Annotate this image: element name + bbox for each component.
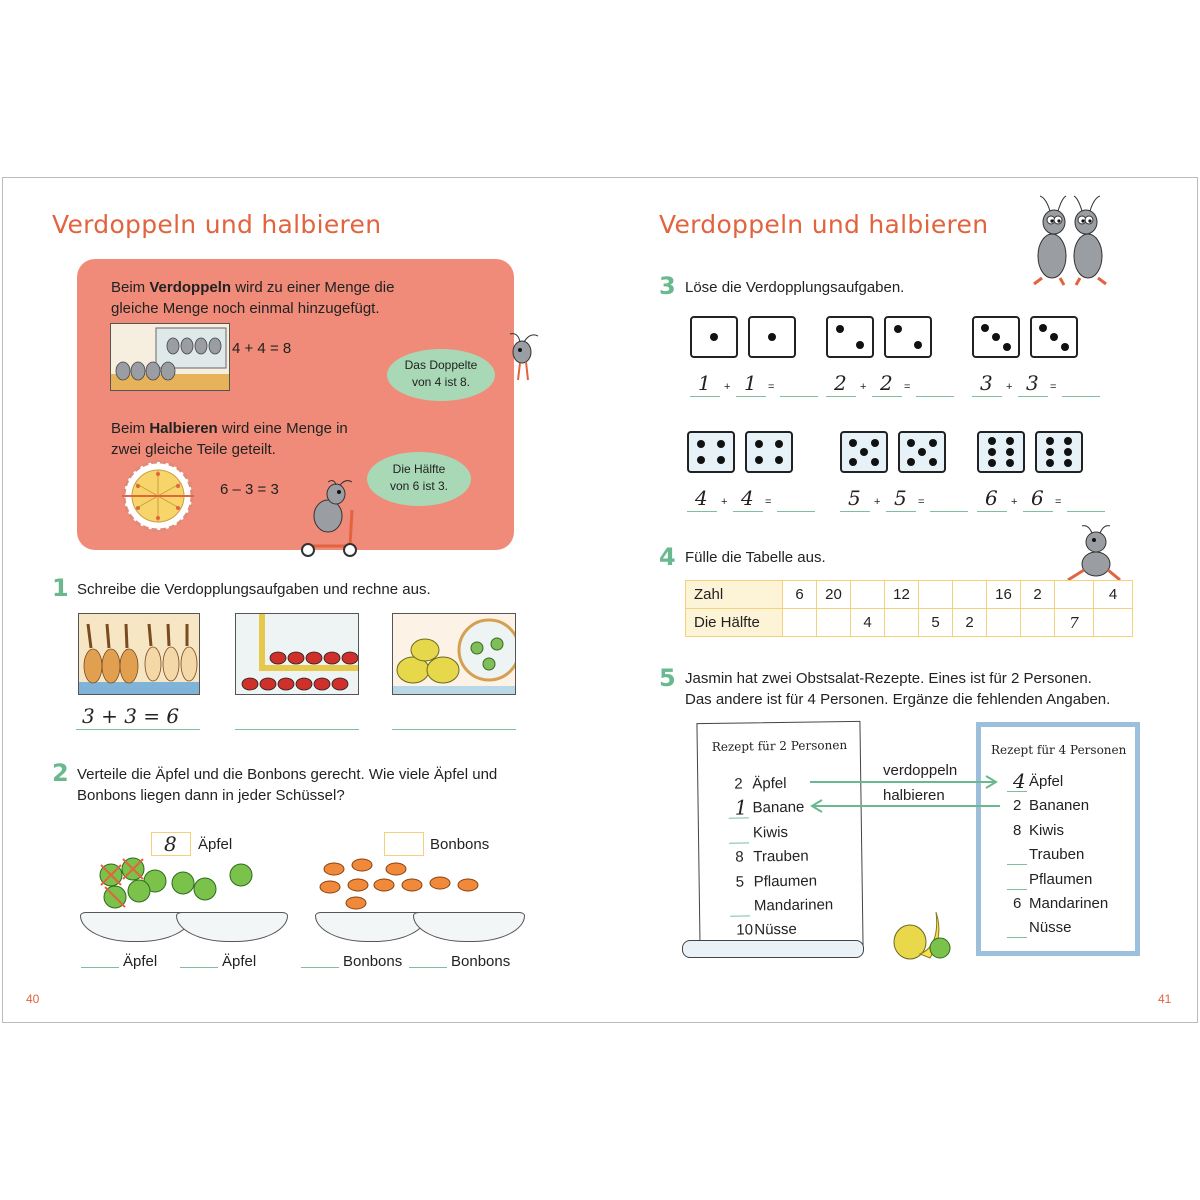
task-3-summand-line: [690, 396, 720, 397]
die-pip: [755, 456, 763, 464]
recipe-item: Trauben: [1029, 846, 1085, 864]
right-page-number: 41: [1158, 992, 1172, 1006]
die-pip: [1061, 343, 1069, 351]
die-pip: [981, 324, 989, 332]
recipe-quantity-line[interactable]: [729, 842, 749, 843]
die-pip: [836, 325, 844, 333]
apples-label: Äpfel: [198, 836, 233, 853]
task-3-summand-a: 5: [848, 486, 861, 510]
right-page-title: Verdoppeln und halbieren: [659, 210, 989, 239]
die-2-1: [826, 316, 874, 358]
die-4-2: [745, 431, 793, 473]
table-cell-half: 4: [851, 609, 885, 637]
recipe-quantity-line[interactable]: [1007, 791, 1027, 792]
halving-table: [685, 580, 1133, 637]
table-row-number: [686, 581, 1133, 609]
ladybugs-picture: [235, 613, 359, 695]
recipe-quantity: 8: [735, 848, 744, 866]
task-3-summand-line: [977, 511, 1007, 512]
task-3-equals-sign: =: [1050, 381, 1057, 393]
recipe-4-persons: [976, 722, 1140, 956]
recipe-item: Kiwis: [1029, 821, 1065, 839]
table-cell-number: 2: [1021, 581, 1055, 609]
recipe-quantity: 2: [734, 775, 743, 793]
die-pip: [697, 440, 705, 448]
task-3-summand-line: [972, 396, 1002, 397]
task-3-summand-line: [886, 511, 916, 512]
die-pip: [1003, 343, 1011, 351]
recipe-item: Pflaumen: [753, 872, 818, 890]
die-6-1: [977, 431, 1025, 473]
die-pip: [871, 458, 879, 466]
candies-label: Bonbons: [430, 836, 490, 853]
task-3-summand-line: [826, 396, 856, 397]
table-row-half: [686, 609, 1133, 637]
die-pip: [768, 333, 776, 341]
table-cell-half[interactable]: [1094, 609, 1133, 637]
task-3-summand-a: 4: [695, 486, 708, 510]
recipe-quantity: 2: [1013, 797, 1022, 815]
cake-illustration: [122, 460, 194, 532]
die-pip: [1050, 333, 1058, 341]
recipe-item: Äpfel: [1029, 773, 1064, 790]
recipe-quantity-line[interactable]: [1007, 864, 1027, 865]
task-3-number: 3: [659, 272, 676, 300]
die-pip: [988, 437, 996, 445]
recipe-quantity: 5: [735, 873, 745, 891]
row-label-number: Zahl: [686, 581, 783, 609]
table-cell-number: 16: [987, 581, 1021, 609]
apples-illustration: [95, 853, 265, 911]
left-page-title: Verdoppeln und halbieren: [52, 210, 382, 239]
recipe-item: Mandarinen: [1029, 895, 1109, 912]
die-pip: [1064, 437, 1072, 445]
die-pip: [918, 448, 926, 456]
answer-line-1[interactable]: [76, 729, 200, 730]
die-pip: [849, 439, 857, 447]
task-3-summand-line: [1023, 511, 1053, 512]
ladybugs-illustration: [236, 614, 359, 695]
die-pip: [717, 456, 725, 464]
recipe-2-persons: [696, 721, 863, 949]
table-cell-half[interactable]: [783, 609, 817, 637]
task-3-equals-sign: =: [765, 496, 772, 508]
table-cell-half: 7: [1055, 609, 1094, 637]
task-3-summand-a: 2: [834, 371, 847, 395]
die-pip: [697, 456, 705, 464]
task-3-summand-a: 3: [980, 371, 993, 395]
recipe-item: Pflaumen: [1029, 870, 1093, 888]
die-pip: [907, 439, 915, 447]
task-4-instruction: Fülle die Tabelle aus.: [685, 549, 826, 566]
die-pip: [929, 458, 937, 466]
recipe-2-scroll-bottom: [682, 940, 864, 958]
die-pip: [1064, 448, 1072, 456]
table-cell-half: 2: [953, 609, 987, 637]
task-4-number: 4: [659, 543, 676, 571]
task-2-number: 2: [52, 759, 69, 787]
double-equation: 4 + 4 = 8: [232, 340, 292, 357]
recipe-quantity: 4: [1013, 769, 1026, 793]
rabbits-illustration: [79, 614, 200, 695]
speech-bubble-double: Das Doppelte von 4 ist 8.: [387, 349, 495, 401]
recipe-quantity: 8: [1013, 821, 1022, 839]
task-3-equals-sign: =: [768, 381, 775, 393]
task-3-plus-sign: +: [1011, 496, 1018, 508]
die-pip: [988, 448, 996, 456]
task-3-plus-sign: +: [724, 381, 731, 393]
die-pip: [1006, 448, 1014, 456]
task-3-result-line[interactable]: [930, 511, 968, 512]
die-pip: [907, 458, 915, 466]
recipe-item: Bananen: [1029, 797, 1090, 815]
task-3-equals-sign: =: [1055, 496, 1062, 508]
ant-sitting-illustration: [1062, 524, 1124, 586]
die-pip: [860, 448, 868, 456]
apples-answer: 8: [164, 832, 177, 856]
apple-bowl-2-line[interactable]: [180, 967, 218, 968]
table-cell-half[interactable]: [1021, 609, 1055, 637]
die-pip: [856, 341, 864, 349]
die-pip: [1046, 448, 1054, 456]
die-pip: [1039, 324, 1047, 332]
task-2-instruction: Verteile die Äpfel und die Bonbons gerecht. Wie viele Äpfel und Bonbons liegen dann in jeder Schüssel?: [77, 766, 498, 804]
task-3-summand-line: [1018, 396, 1048, 397]
fruit-illustration: [880, 906, 956, 962]
task-3-summand-b: 6: [1031, 486, 1044, 510]
task-3-summand-b: 2: [880, 371, 893, 395]
die-6-2: [1035, 431, 1083, 473]
recipe-item: Äpfel: [752, 774, 787, 793]
two-ants-illustration: [1028, 192, 1112, 288]
table-cell-number[interactable]: [953, 581, 987, 609]
die-pip: [1006, 437, 1014, 445]
rabbits-picture: [78, 613, 200, 695]
candy-bowl-1-line[interactable]: [301, 967, 339, 968]
table-cell-number: 4: [1094, 581, 1133, 609]
task-3-summand-a: 6: [985, 486, 998, 510]
task-3-summand-line: [687, 511, 717, 512]
candies-illustration: [316, 855, 496, 913]
table-cell-number[interactable]: [1055, 581, 1094, 609]
task-3-summand-line: [872, 396, 902, 397]
mice-illustration: [111, 324, 230, 391]
task-3-summand-b: 1: [744, 371, 757, 395]
table-cell-half[interactable]: [817, 609, 851, 637]
task-1-instruction: Schreibe die Verdopplungsaufgaben und rechne aus.: [77, 581, 431, 598]
ant-on-scooter-illustration: [292, 480, 364, 560]
recipe-item: Nüsse: [754, 921, 797, 939]
recipe-item: Trauben: [753, 847, 809, 866]
recipe-item: Nüsse: [1029, 919, 1072, 937]
speech-bubble-half: Die Hälfte von 6 ist 3.: [367, 452, 471, 506]
die-pip: [988, 459, 996, 467]
task-3-summand-b: 3: [1026, 371, 1039, 395]
arrows-illustration: [806, 770, 1002, 818]
apple-bowl-1-label: Äpfel: [123, 953, 158, 970]
task-3-instruction: Löse die Verdopplungsaufgaben.: [685, 279, 905, 296]
die-pip: [1046, 437, 1054, 445]
table-cell-half[interactable]: [885, 609, 919, 637]
die-pip: [717, 440, 725, 448]
task-1-answer-1: 3 + 3 = 6: [82, 704, 180, 728]
task-3-result-line[interactable]: [1062, 396, 1100, 397]
die-pip: [1006, 459, 1014, 467]
die-3-2: [1030, 316, 1078, 358]
die-pip: [775, 456, 783, 464]
half-equation: 6 – 3 = 3: [220, 481, 279, 498]
turtles-picture: [392, 613, 516, 695]
task-1-number: 1: [52, 574, 69, 602]
recipe-item: Mandarinen: [753, 896, 834, 915]
task-3-plus-sign: +: [860, 381, 867, 393]
die-pip: [1046, 459, 1054, 467]
answer-line-2[interactable]: [235, 729, 359, 730]
die-4-1: [687, 431, 735, 473]
die-pip: [1064, 459, 1072, 467]
task-5-number: 5: [659, 664, 676, 692]
arrow-double-label: verdoppeln: [883, 762, 958, 779]
die-pip: [871, 439, 879, 447]
die-1-1: [690, 316, 738, 358]
table-cell-number[interactable]: [919, 581, 953, 609]
row-label-half: Die Hälfte: [686, 609, 783, 637]
recipe-2-title: Rezept für 2 Personen: [711, 738, 848, 754]
die-2-2: [884, 316, 932, 358]
die-pip: [914, 341, 922, 349]
task-3-summand-b: 4: [741, 486, 754, 510]
die-pip: [929, 439, 937, 447]
table-cell-number: 6: [783, 581, 817, 609]
task-3-result-line[interactable]: [780, 396, 818, 397]
table-cell-number: 20: [817, 581, 851, 609]
ant-peeking-illustration: [506, 330, 546, 386]
task-3-plus-sign: +: [1006, 381, 1013, 393]
die-pip: [710, 333, 718, 341]
die-pip: [849, 458, 857, 466]
task-3-result-line[interactable]: [916, 396, 954, 397]
recipe-quantity: 6: [1013, 895, 1022, 912]
left-page-number: 40: [26, 992, 40, 1006]
task-3-summand-b: 5: [894, 486, 907, 510]
table-cell-number: 12: [885, 581, 919, 609]
task-3-plus-sign: +: [721, 496, 728, 508]
task-3-result-line[interactable]: [1067, 511, 1105, 512]
turtles-illustration: [393, 614, 516, 695]
die-5-2: [898, 431, 946, 473]
recipe-quantity: 10: [736, 921, 754, 940]
table-cell-number[interactable]: [851, 581, 885, 609]
recipe-item: Kiwis: [752, 823, 789, 842]
task-3-summand-line: [736, 396, 766, 397]
die-5-1: [840, 431, 888, 473]
die-3-1: [972, 316, 1020, 358]
task-3-equals-sign: =: [918, 496, 925, 508]
task-3-summand-line: [840, 511, 870, 512]
info-double-text: Beim Verdoppeln wird zu einer Menge die gleiche Menge noch einmal hinzugefügt.: [111, 279, 395, 317]
candy-bowl-2-label: Bonbons: [451, 953, 511, 970]
task-3-summand-a: 1: [698, 371, 711, 395]
recipe-item: Banane: [752, 799, 805, 817]
arrow-half-label: halbieren: [883, 787, 945, 804]
task-3-equals-sign: =: [904, 381, 911, 393]
candy-bowl-2-line[interactable]: [409, 967, 447, 968]
recipe-quantity-line[interactable]: [1007, 937, 1027, 938]
die-pip: [775, 440, 783, 448]
mice-picture: [110, 323, 230, 391]
recipe-4-title: Rezept für 4 Personen: [991, 743, 1127, 757]
die-pip: [992, 333, 1000, 341]
die-pip: [894, 325, 902, 333]
answer-line-3[interactable]: [392, 729, 516, 730]
recipe-quantity-line[interactable]: [730, 915, 750, 916]
task-3-plus-sign: +: [874, 496, 881, 508]
table-cell-half[interactable]: [987, 609, 1021, 637]
task-5-instruction: Jasmin hat zwei Obstsalat-Rezepte. Eines ist für 2 Personen. Das andere ist für 4 Personen. Ergänze die fehlenden Angaben.: [685, 670, 1111, 708]
apple-bowl-1-line[interactable]: [81, 967, 119, 968]
recipe-quantity: 1: [734, 795, 748, 821]
task-3-result-line[interactable]: [777, 511, 815, 512]
task-3-summand-line: [733, 511, 763, 512]
candies-answer-box[interactable]: [384, 832, 424, 856]
info-half-text: Beim Halbieren wird eine Menge in zwei gleiche Teile geteilt.: [111, 420, 348, 458]
die-pip: [755, 440, 763, 448]
apple-bowl-2-label: Äpfel: [222, 953, 257, 970]
die-1-2: [748, 316, 796, 358]
candy-bowl-1-label: Bonbons: [343, 953, 403, 970]
recipe-quantity-line[interactable]: [1007, 889, 1027, 890]
table-cell-half: 5: [919, 609, 953, 637]
